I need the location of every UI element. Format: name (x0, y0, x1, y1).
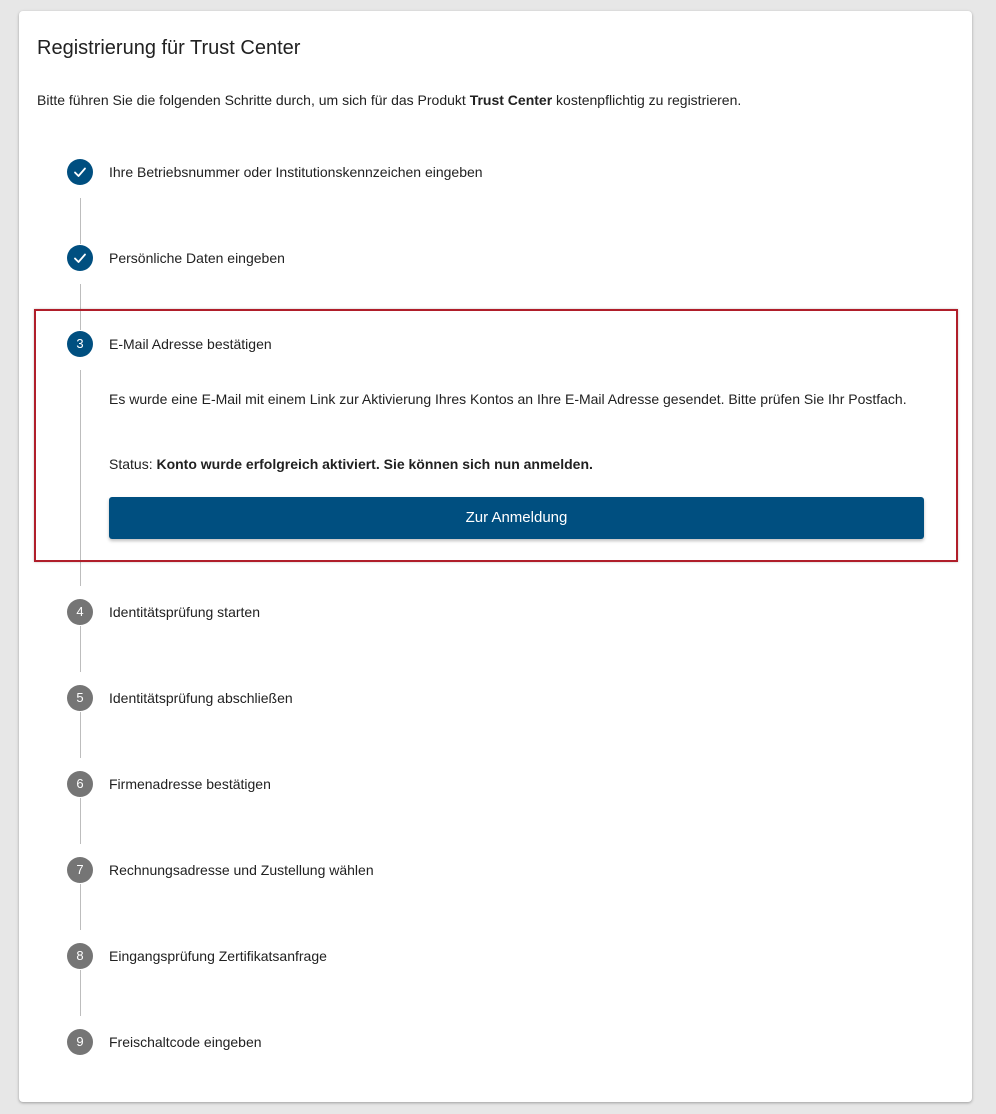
step-connector (80, 712, 81, 758)
step-3-label: E-Mail Adresse bestätigen (109, 336, 272, 352)
step-5-label: Identitätsprüfung abschließen (109, 690, 293, 706)
step-7-number: 7 (67, 857, 93, 883)
step-connector (80, 198, 81, 244)
step-4-label: Identitätsprüfung starten (109, 604, 260, 620)
intro-text (37, 92, 741, 108)
status-value: Konto wurde erfolgreich aktiviert. Sie können sich nun anmelden. (156, 456, 593, 472)
step-connector (80, 970, 81, 1016)
step-2-check-icon (67, 245, 93, 271)
step-7-label: Rechnungsadresse und Zustellung wählen (109, 862, 374, 878)
step-connector (80, 626, 81, 672)
step-connector (80, 798, 81, 844)
step-6-label: Firmenadresse bestätigen (109, 776, 271, 792)
step-4-number: 4 (67, 599, 93, 625)
intro-text-end: kostenpflichtig zu registrieren. (552, 92, 742, 108)
step-connector (80, 884, 81, 930)
registration-card (19, 11, 972, 1102)
step-9-number: 9 (67, 1029, 93, 1055)
intro-text-start: Bitte führen Sie die folgenden Schritte durch, um sich für das Produkt (37, 92, 470, 108)
step-8-number: 8 (67, 943, 93, 969)
checkmark-icon (72, 164, 88, 180)
step-6-number: 6 (67, 771, 93, 797)
checkmark-icon (72, 250, 88, 266)
current-step-highlight (34, 309, 958, 562)
login-button[interactable]: Zur Anmeldung (109, 497, 924, 539)
status-label: Status: (109, 456, 157, 472)
step-1-label: Ihre Betriebsnummer oder Institutionskennzeichen eingeben (109, 164, 483, 180)
step-8-label: Eingangsprüfung Zertifikatsanfrage (109, 948, 327, 964)
step-3-number: 3 (67, 331, 93, 357)
step-2-label: Persönliche Daten eingeben (109, 250, 285, 266)
activation-email-message: Es wurde eine E-Mail mit einem Link zur Aktivierung Ihres Kontos an Ihre E-Mail Adresse gesendet. Bitte prüfen Sie Ihr Postfach. (109, 391, 907, 407)
step-5-number: 5 (67, 685, 93, 711)
intro-product-name: Trust Center (469, 92, 553, 108)
step-9-label: Freischaltcode eingeben (109, 1034, 262, 1050)
page-title: Registrierung für Trust Center (37, 37, 301, 59)
step-1-check-icon (67, 159, 93, 185)
